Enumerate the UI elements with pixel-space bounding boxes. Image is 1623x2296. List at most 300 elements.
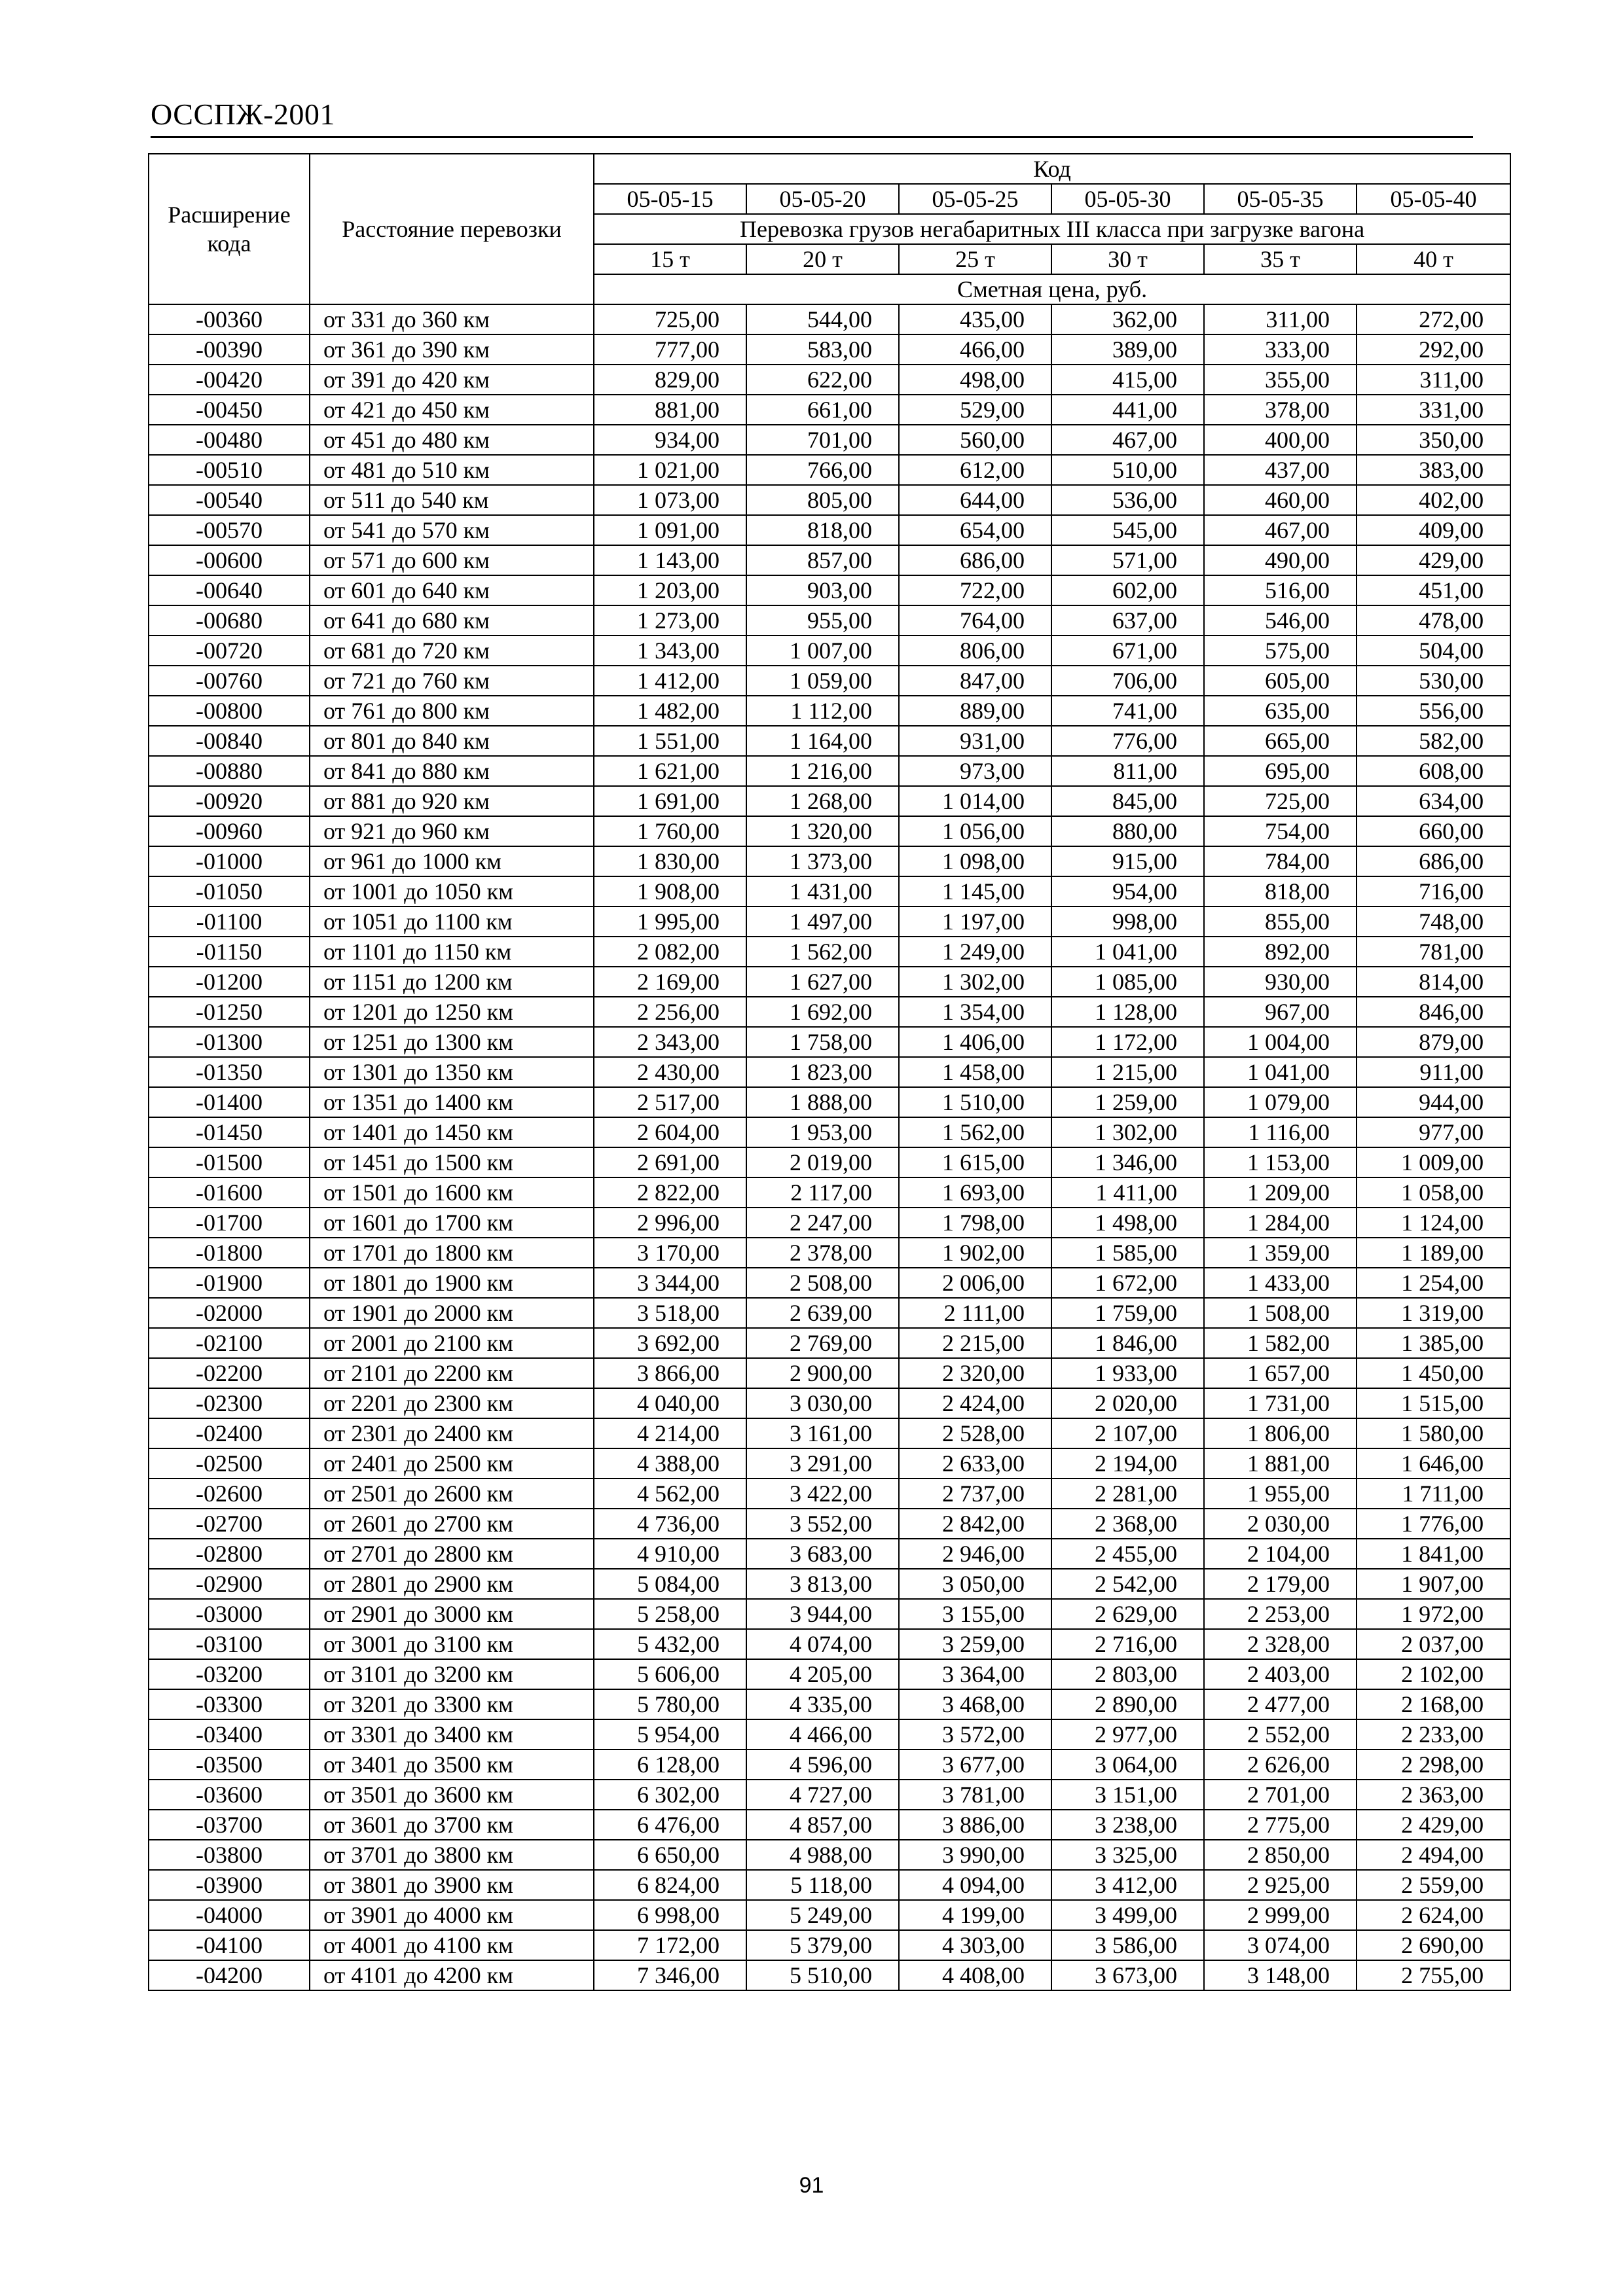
price-cell: 725,00 [594,304,746,334]
price-cell: 362,00 [1051,304,1204,334]
price-cell: 1 758,00 [746,1027,899,1057]
price-cell: 4 596,00 [746,1749,899,1780]
price-cell: 3 151,00 [1051,1780,1204,1810]
price-cell: 331,00 [1357,395,1510,425]
page-number: 91 [799,2173,824,2198]
distance-cell: от 4001 до 4100 км [310,1930,594,1960]
price-cell: 2 755,00 [1357,1960,1510,1990]
code-extension-cell: -01500 [149,1147,310,1177]
price-cell: 1 562,00 [746,937,899,967]
distance-cell: от 451 до 480 км [310,425,594,455]
table-row [149,485,1510,515]
table-row [149,455,1510,485]
price-cell: 6 302,00 [594,1780,746,1810]
code-extension-cell: -02700 [149,1509,310,1539]
code-extension-cell: -00840 [149,726,310,756]
price-cell: 571,00 [1051,545,1204,575]
code-cell: 05-05-20 [746,184,899,214]
table-row [149,1087,1510,1117]
price-cell: 605,00 [1204,666,1357,696]
price-cell: 915,00 [1051,846,1204,876]
code-extension-cell: -03300 [149,1689,310,1719]
price-cell: 2 037,00 [1357,1629,1510,1659]
code-extension-cell: -02900 [149,1569,310,1599]
code-extension-cell: -01900 [149,1268,310,1298]
price-cell: 1 216,00 [746,756,899,786]
price-cell: 1 759,00 [1051,1298,1204,1328]
price-cell: 4 857,00 [746,1810,899,1840]
price-cell: 2 256,00 [594,997,746,1027]
code-extension-cell: -00880 [149,756,310,786]
price-cell: 415,00 [1051,365,1204,395]
table-row [149,967,1510,997]
code-extension-cell: -03100 [149,1629,310,1659]
price-cell: 1 562,00 [899,1117,1051,1147]
price-cell: 955,00 [746,605,899,636]
table-row [149,1479,1510,1509]
price-cell: 722,00 [899,575,1051,605]
price-cell: 4 388,00 [594,1448,746,1479]
price-cell: 3 677,00 [899,1749,1051,1780]
distance-cell: от 1901 до 2000 км [310,1298,594,1328]
price-cell: 1 497,00 [746,906,899,937]
table-row [149,1208,1510,1238]
distance-cell: от 421 до 450 км [310,395,594,425]
price-cell: 3 518,00 [594,1298,746,1328]
price-cell: 660,00 [1357,816,1510,846]
code-extension-cell: -00420 [149,365,310,395]
price-cell: 1 776,00 [1357,1509,1510,1539]
price-cell: 583,00 [746,334,899,365]
price-cell: 2 117,00 [746,1177,899,1208]
price-cell: 460,00 [1204,485,1357,515]
price-cell: 1 302,00 [1051,1117,1204,1147]
price-cell: 1 955,00 [1204,1479,1357,1509]
table-row [149,1448,1510,1479]
price-cell: 644,00 [899,485,1051,515]
price-cell: 1 646,00 [1357,1448,1510,1479]
price-cell: 2 716,00 [1051,1629,1204,1659]
price-cell: 2 559,00 [1357,1870,1510,1900]
price-cell: 4 199,00 [899,1900,1051,1930]
price-cell: 766,00 [746,455,899,485]
table-row [149,876,1510,906]
price-cell: 1 692,00 [746,997,899,1027]
code-extension-cell: -00450 [149,395,310,425]
price-cell: 2 111,00 [899,1298,1051,1328]
price-cell: 311,00 [1357,365,1510,395]
code-extension-cell: -00800 [149,696,310,726]
table-row [149,1689,1510,1719]
price-cell: 2 104,00 [1204,1539,1357,1569]
price-cell: 1 284,00 [1204,1208,1357,1238]
price-cell: 930,00 [1204,967,1357,997]
price-cell: 467,00 [1051,425,1204,455]
price-cell: 2 690,00 [1357,1930,1510,1960]
price-cell: 637,00 [1051,605,1204,636]
price-cell: 1 972,00 [1357,1599,1510,1629]
price-cell: 1 373,00 [746,846,899,876]
price-cell: 2 604,00 [594,1117,746,1147]
price-cell: 1 582,00 [1204,1328,1357,1358]
price-cell: 1 009,00 [1357,1147,1510,1177]
price-cell: 409,00 [1357,515,1510,545]
price-cell: 1 249,00 [899,937,1051,967]
price-cell: 1 145,00 [899,876,1051,906]
price-cell: 510,00 [1051,455,1204,485]
price-cell: 602,00 [1051,575,1204,605]
price-cell: 818,00 [1204,876,1357,906]
price-cell: 504,00 [1357,636,1510,666]
distance-cell: от 1051 до 1100 км [310,906,594,937]
price-cell: 2 775,00 [1204,1810,1357,1840]
price-cell: 764,00 [899,605,1051,636]
price-cell: 2 430,00 [594,1057,746,1087]
price-cell: 1 273,00 [594,605,746,636]
price-cell: 3 781,00 [899,1780,1051,1810]
table-row [149,1328,1510,1358]
price-cell: 2 006,00 [899,1268,1051,1298]
table-row [149,1659,1510,1689]
price-cell: 3 944,00 [746,1599,899,1629]
price-cell: 2 996,00 [594,1208,746,1238]
table-row [149,334,1510,365]
table-row [149,1238,1510,1268]
price-cell: 2 107,00 [1051,1418,1204,1448]
distance-cell: от 1401 до 1450 км [310,1117,594,1147]
load-cell: 25 т [899,244,1051,274]
price-cell: 2 168,00 [1357,1689,1510,1719]
price-cell: 441,00 [1051,395,1204,425]
code-extension-cell: -01700 [149,1208,310,1238]
code-extension-cell: -03200 [149,1659,310,1689]
table-row [149,1388,1510,1418]
price-cell: 2 253,00 [1204,1599,1357,1629]
price-cell: 2 179,00 [1204,1569,1357,1599]
price-cell: 665,00 [1204,726,1357,756]
price-cell: 478,00 [1357,605,1510,636]
price-cell: 389,00 [1051,334,1204,365]
price-cell: 1 359,00 [1204,1238,1357,1268]
price-cell: 5 118,00 [746,1870,899,1900]
distance-cell: от 3201 до 3300 км [310,1689,594,1719]
table-row [149,605,1510,636]
price-cell: 546,00 [1204,605,1357,636]
price-cell: 1 346,00 [1051,1147,1204,1177]
load-cell: 30 т [1051,244,1204,274]
code-extension-cell: -02200 [149,1358,310,1388]
code-extension-cell: -04000 [149,1900,310,1930]
price-cell: 2 403,00 [1204,1659,1357,1689]
distance-cell: от 541 до 570 км [310,515,594,545]
price-cell: 2 368,00 [1051,1509,1204,1539]
distance-cell: от 571 до 600 км [310,545,594,575]
price-cell: 998,00 [1051,906,1204,937]
price-cell: 1 268,00 [746,786,899,816]
price-cell: 814,00 [1357,967,1510,997]
price-cell: 1 823,00 [746,1057,899,1087]
price-cell: 1 112,00 [746,696,899,726]
price-cell: 1 841,00 [1357,1539,1510,1569]
distance-cell: от 1201 до 1250 км [310,997,594,1027]
table-row [149,846,1510,876]
price-cell: 3 499,00 [1051,1900,1204,1930]
code-header: Код [594,154,1510,184]
distance-cell: от 1001 до 1050 км [310,876,594,906]
table-row [149,365,1510,395]
code-cell: 05-05-25 [899,184,1051,214]
price-cell: 2 455,00 [1051,1539,1204,1569]
distance-cell: от 1701 до 1800 км [310,1238,594,1268]
price-cell: 2 328,00 [1204,1629,1357,1659]
price-cell: 741,00 [1051,696,1204,726]
table-row [149,1569,1510,1599]
price-cell: 1 412,00 [594,666,746,696]
load-cell: 35 т [1204,244,1357,274]
header-rule [151,136,1473,138]
price-cell: 1 014,00 [899,786,1051,816]
table-row [149,1870,1510,1900]
price-cell: 2 343,00 [594,1027,746,1057]
price-cell: 911,00 [1357,1057,1510,1087]
price-cell: 829,00 [594,365,746,395]
table-row [149,1027,1510,1057]
price-cell: 5 379,00 [746,1930,899,1960]
price-cell: 5 780,00 [594,1689,746,1719]
price-cell: 5 954,00 [594,1719,746,1749]
price-cell: 654,00 [899,515,1051,545]
price-cell: 1 691,00 [594,786,746,816]
distance-cell: от 2701 до 2800 км [310,1539,594,1569]
price-cell: 2 508,00 [746,1268,899,1298]
price-cell: 1 458,00 [899,1057,1051,1087]
code-extension-cell: -04200 [149,1960,310,1990]
price-cell: 536,00 [1051,485,1204,515]
price-cell: 2 429,00 [1357,1810,1510,1840]
price-cell: 1 059,00 [746,666,899,696]
distance-cell: от 3401 до 3500 км [310,1749,594,1780]
price-cell: 4 727,00 [746,1780,899,1810]
price-cell: 2 082,00 [594,937,746,967]
code-extension-cell: -00640 [149,575,310,605]
price-cell: 1 798,00 [899,1208,1051,1238]
code-extension-cell: -02500 [149,1448,310,1479]
table-row [149,515,1510,545]
table-row [149,696,1510,726]
price-cell: 466,00 [899,334,1051,365]
price-cell: 4 303,00 [899,1930,1051,1960]
price-cell: 1 907,00 [1357,1569,1510,1599]
code-extension-cell: -01400 [149,1087,310,1117]
distance-cell: от 4101 до 4200 км [310,1960,594,1990]
price-cell: 2 769,00 [746,1328,899,1358]
price-cell: 3 259,00 [899,1629,1051,1659]
price-cell: 608,00 [1357,756,1510,786]
code-extension-cell: -03000 [149,1599,310,1629]
distance-cell: от 3801 до 3900 км [310,1870,594,1900]
price-cell: 1 933,00 [1051,1358,1204,1388]
price-cell: 2 019,00 [746,1147,899,1177]
distance-cell: от 2101 до 2200 км [310,1358,594,1388]
table-row [149,425,1510,455]
distance-cell: от 481 до 510 км [310,455,594,485]
price-cell: 1 508,00 [1204,1298,1357,1328]
price-cell: 3 155,00 [899,1599,1051,1629]
price-cell: 806,00 [899,636,1051,666]
distance-cell: от 1251 до 1300 км [310,1027,594,1057]
price-cell: 3 586,00 [1051,1930,1204,1960]
table-row [149,1840,1510,1870]
price-cell: 2 378,00 [746,1238,899,1268]
price-cell: 2 363,00 [1357,1780,1510,1810]
col-dist-header: Расстояние перевозки [310,154,594,304]
table-row [149,1930,1510,1960]
price-cell: 845,00 [1051,786,1204,816]
code-cell: 05-05-40 [1357,184,1510,214]
price-cell: 3 412,00 [1051,1870,1204,1900]
distance-cell: от 1351 до 1400 км [310,1087,594,1117]
code-extension-cell: -01600 [149,1177,310,1208]
load-cell: 40 т [1357,244,1510,274]
distance-cell: от 391 до 420 км [310,365,594,395]
price-cell: 931,00 [899,726,1051,756]
price-cell: 903,00 [746,575,899,605]
price-cell: 1 806,00 [1204,1418,1357,1448]
price-cell: 2 320,00 [899,1358,1051,1388]
price-cell: 2 999,00 [1204,1900,1357,1930]
price-cell: 671,00 [1051,636,1204,666]
code-extension-cell: -04100 [149,1930,310,1960]
price-cell: 6 476,00 [594,1810,746,1840]
load-cell: 15 т [594,244,746,274]
price-cell: 3 344,00 [594,1268,746,1298]
distance-cell: от 2001 до 2100 км [310,1328,594,1358]
price-cell: 1 482,00 [594,696,746,726]
price-cell: 6 650,00 [594,1840,746,1870]
price-cell: 3 074,00 [1204,1930,1357,1960]
price-cell: 435,00 [899,304,1051,334]
price-cell: 1 846,00 [1051,1328,1204,1358]
price-cell: 2 298,00 [1357,1749,1510,1780]
price-cell: 1 627,00 [746,967,899,997]
price-cell: 2 946,00 [899,1539,1051,1569]
price-cell: 3 552,00 [746,1509,899,1539]
price-cell: 954,00 [1051,876,1204,906]
code-extension-cell: -02000 [149,1298,310,1328]
distance-cell: от 1601 до 1700 км [310,1208,594,1238]
distance-cell: от 2501 до 2600 км [310,1479,594,1509]
price-cell: 634,00 [1357,786,1510,816]
code-cell: 05-05-30 [1051,184,1204,214]
price-cell: 560,00 [899,425,1051,455]
price-cell: 1 760,00 [594,816,746,846]
price-cell: 2 624,00 [1357,1900,1510,1930]
price-cell: 622,00 [746,365,899,395]
price-cell: 1 319,00 [1357,1298,1510,1328]
price-cell: 311,00 [1204,304,1357,334]
table-row [149,395,1510,425]
price-cell: 881,00 [594,395,746,425]
code-extension-cell: -01450 [149,1117,310,1147]
price-cell: 944,00 [1357,1087,1510,1117]
distance-cell: от 2201 до 2300 км [310,1388,594,1418]
price-cell: 3 990,00 [899,1840,1051,1870]
document-header-title: ОССПЖ-2001 [151,98,335,131]
price-cell: 1 830,00 [594,846,746,876]
table-row [149,1358,1510,1388]
price-cell: 1 615,00 [899,1147,1051,1177]
price-cell: 1 953,00 [746,1117,899,1147]
price-cell: 333,00 [1204,334,1357,365]
distance-cell: от 841 до 880 км [310,756,594,786]
price-cell: 1 431,00 [746,876,899,906]
price-cell: 889,00 [899,696,1051,726]
code-extension-cell: -01800 [149,1238,310,1268]
price-cell: 1 585,00 [1051,1238,1204,1268]
price-table [148,153,1511,1991]
distance-cell: от 1151 до 1200 км [310,967,594,997]
price-cell: 1 354,00 [899,997,1051,1027]
table-row [149,1509,1510,1539]
distance-cell: от 3701 до 3800 км [310,1840,594,1870]
code-extension-cell: -02300 [149,1388,310,1418]
price-cell: 2 691,00 [594,1147,746,1177]
price-cell: 1 433,00 [1204,1268,1357,1298]
price-cell: 3 866,00 [594,1358,746,1388]
price-cell: 575,00 [1204,636,1357,666]
code-extension-cell: -01350 [149,1057,310,1087]
price-cell: 3 673,00 [1051,1960,1204,1990]
price-cell: 3 064,00 [1051,1749,1204,1780]
price-cell: 2 639,00 [746,1298,899,1328]
price-cell: 3 161,00 [746,1418,899,1448]
price-cell: 1 079,00 [1204,1087,1357,1117]
table-row [149,1629,1510,1659]
distance-cell: от 3501 до 3600 км [310,1780,594,1810]
price-cell: 2 890,00 [1051,1689,1204,1719]
price-cell: 7 346,00 [594,1960,746,1990]
price-cell: 1 124,00 [1357,1208,1510,1238]
code-extension-cell: -02100 [149,1328,310,1358]
price-cell: 6 998,00 [594,1900,746,1930]
price-cell: 1 215,00 [1051,1057,1204,1087]
price-cell: 3 886,00 [899,1810,1051,1840]
price-cell: 2 281,00 [1051,1479,1204,1509]
price-cell: 2 247,00 [746,1208,899,1238]
table-row [149,756,1510,786]
table-row [149,726,1510,756]
price-cell: 686,00 [899,545,1051,575]
price-cell: 2 737,00 [899,1479,1051,1509]
price-cell: 2 822,00 [594,1177,746,1208]
price-cell: 1 021,00 [594,455,746,485]
price-cell: 3 572,00 [899,1719,1051,1749]
price-cell: 1 153,00 [1204,1147,1357,1177]
price-cell: 1 056,00 [899,816,1051,846]
distance-cell: от 511 до 540 км [310,485,594,515]
price-cell: 1 657,00 [1204,1358,1357,1388]
price-cell: 272,00 [1357,304,1510,334]
code-extension-cell: -00960 [149,816,310,846]
code-extension-cell: -00510 [149,455,310,485]
price-cell: 2 477,00 [1204,1689,1357,1719]
price-cell: 4 466,00 [746,1719,899,1749]
price-cell: 5 084,00 [594,1569,746,1599]
price-cell: 1 995,00 [594,906,746,937]
price-cell: 545,00 [1051,515,1204,545]
price-cell: 1 098,00 [899,846,1051,876]
price-cell: 1 343,00 [594,636,746,666]
